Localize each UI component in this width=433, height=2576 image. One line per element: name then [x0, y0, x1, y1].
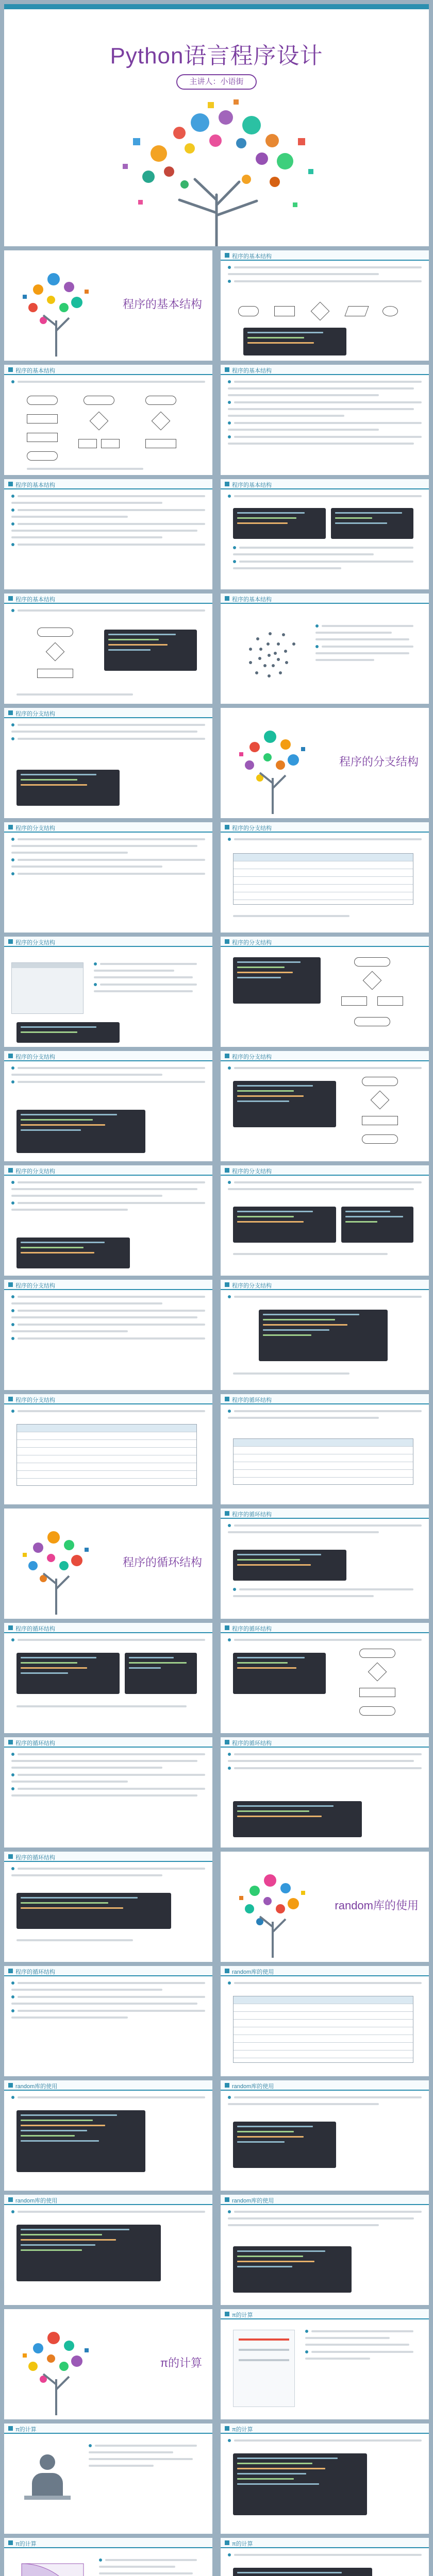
branch-flowchart	[78, 396, 120, 468]
slide-title: 程序的分支结构	[15, 1397, 55, 1403]
content-slide	[4, 2195, 212, 2305]
person-illustration	[16, 2444, 78, 2521]
slide-title: 程序的分支结构	[232, 1054, 272, 1060]
content-slide	[221, 822, 429, 933]
content-slide	[221, 2424, 429, 2534]
flowchart-symbols	[238, 302, 408, 323]
mini-tree-illustration	[7, 1517, 105, 1615]
content-slide	[221, 1623, 429, 1733]
section-slide-basic-structure	[4, 250, 212, 361]
content-slide	[221, 1966, 429, 2076]
slide-title: π的计算	[232, 2541, 253, 2547]
slide-title: 程序的分支结构	[15, 940, 55, 946]
content-slide	[4, 2080, 212, 2191]
slide-title: 程序的分支结构	[15, 1054, 55, 1060]
section-slide-pi-calculation	[4, 2309, 212, 2419]
slide-title: 程序的循环结构	[15, 1740, 55, 1747]
flowchart	[352, 1077, 408, 1154]
slide-title: 程序的基本结构	[232, 482, 272, 488]
section-slide-branch-structure	[221, 708, 429, 818]
content-slide	[221, 365, 429, 475]
content-slide	[221, 2195, 429, 2305]
mini-tree-illustration	[7, 2317, 105, 2415]
content-slide	[4, 1165, 212, 1276]
colorful-tree-illustration	[4, 76, 429, 246]
flowchart	[27, 628, 89, 689]
content-slide	[221, 1280, 429, 1390]
content-slide	[221, 1509, 429, 1619]
slide-title: random库的使用	[232, 2083, 274, 2090]
section-title: 程序的循环结构	[122, 1556, 202, 1569]
section-title: random库的使用	[335, 1899, 419, 1912]
content-slide	[221, 2538, 429, 2576]
slide-title: 程序的分支结构	[15, 1168, 55, 1175]
slide-title: 程序的循环结构	[232, 1397, 272, 1403]
loop-flowchart	[140, 396, 181, 468]
content-slide	[221, 1394, 429, 1504]
quarter-circle-diagram	[16, 2558, 89, 2576]
slide-title: 程序的循环结构	[232, 1626, 272, 1632]
slide-title: random库的使用	[15, 2083, 58, 2090]
section-slide-random-library	[221, 1852, 429, 1962]
content-slide	[4, 937, 212, 1047]
flowchart	[341, 957, 403, 1035]
cover-slide	[4, 4, 429, 246]
slide-title: 程序的分支结构	[15, 1283, 55, 1289]
slide-title: random库的使用	[232, 2198, 274, 2204]
slide-title: 程序的循环结构	[15, 1969, 55, 1975]
content-slide	[4, 594, 212, 704]
content-slide	[4, 2538, 212, 2576]
content-slide	[4, 479, 212, 589]
content-slide	[4, 708, 212, 818]
slide-title: 程序的分支结构	[232, 825, 272, 832]
presenter-badge: 主讲人：小语街	[176, 74, 257, 90]
slide-title: π的计算	[232, 2312, 253, 2318]
mini-tree-illustration	[224, 1860, 322, 1958]
content-slide	[221, 1737, 429, 1848]
data-table	[233, 1438, 413, 1485]
slide-title: 程序的基本结构	[232, 597, 272, 603]
content-slide	[221, 250, 429, 361]
slide-title: 程序的循环结构	[15, 1855, 55, 1861]
mini-tree-illustration	[7, 259, 105, 357]
content-slide	[4, 1623, 212, 1733]
slide-title: π的计算	[15, 2541, 37, 2547]
slide-title: 程序的循环结构	[232, 1512, 272, 1518]
content-slide	[4, 1966, 212, 2076]
section-slide-loop-structure	[4, 1509, 212, 1619]
content-slide	[221, 937, 429, 1047]
content-slide	[221, 2080, 429, 2191]
slide-title: 程序的循环结构	[232, 1740, 272, 1747]
content-slide	[221, 1051, 429, 1161]
slide-title: random库的使用	[15, 2198, 58, 2204]
spiral-dots-illustration	[233, 619, 305, 691]
content-slide	[4, 2424, 212, 2534]
slide-title: 程序的分支结构	[15, 825, 55, 832]
slide-title: 程序的基本结构	[232, 253, 272, 260]
slide-title: random库的使用	[232, 1969, 274, 1975]
slide-title: 程序的基本结构	[15, 482, 55, 488]
slide-title: 程序的分支结构	[232, 1283, 272, 1289]
section-title: 程序的基本结构	[122, 298, 202, 311]
content-slide	[4, 1051, 212, 1161]
content-slide	[4, 365, 212, 475]
slide-title: 程序的基本结构	[15, 597, 55, 603]
content-slide	[4, 1280, 212, 1390]
comparison-table	[233, 853, 413, 905]
mini-tree-illustration	[224, 716, 322, 814]
section-title: π的计算	[160, 2357, 202, 2369]
function-table	[233, 1996, 413, 2063]
slide-title: 程序的循环结构	[15, 1626, 55, 1632]
content-slide	[4, 822, 212, 933]
content-slide	[4, 1394, 212, 1504]
slide-title: π的计算	[232, 2427, 253, 2433]
code-window-image	[11, 962, 84, 1014]
formula-image	[233, 2330, 295, 2407]
slide-title: 程序的分支结构	[15, 711, 55, 717]
data-table	[16, 1424, 197, 1486]
content-slide	[221, 594, 429, 704]
slide-title: π的计算	[15, 2427, 37, 2433]
content-slide	[221, 2309, 429, 2419]
content-slide	[4, 1737, 212, 1848]
cover-top-bar	[4, 4, 429, 9]
slide-title: 程序的分支结构	[232, 940, 272, 946]
section-title: 程序的分支结构	[339, 755, 419, 768]
content-slide	[221, 1165, 429, 1276]
sequence-flowchart	[22, 396, 63, 468]
loop-flowchart	[346, 1649, 408, 1726]
cover-title: Python语言程序设计	[110, 43, 323, 69]
slide-title: 程序的基本结构	[232, 368, 272, 374]
slide-title: 程序的基本结构	[15, 368, 55, 374]
content-slide	[4, 1852, 212, 1962]
content-slide	[221, 479, 429, 589]
slide-title: 程序的分支结构	[232, 1168, 272, 1175]
